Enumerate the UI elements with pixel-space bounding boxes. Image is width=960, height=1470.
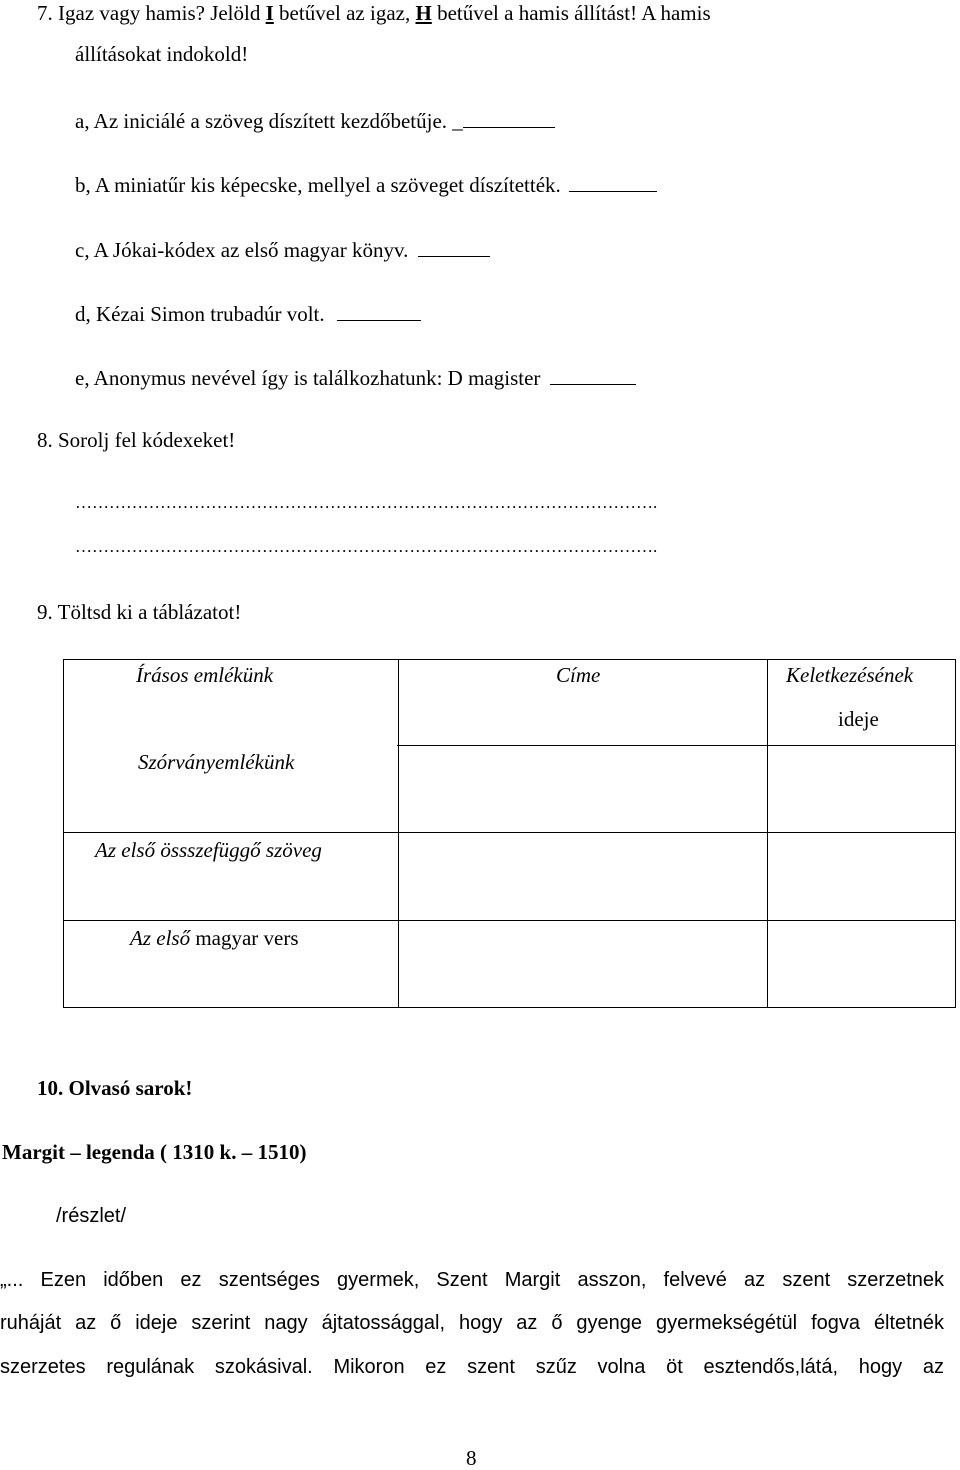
table-cell-r3c3[interactable] — [768, 921, 956, 1008]
q10-title: 10. Olvasó sarok! — [37, 1076, 193, 1100]
letter-i: I — [265, 1, 274, 25]
table-header-title: Címe — [556, 663, 601, 687]
table-header-writing: Írásos emlékünk — [136, 663, 274, 687]
table-row-label-3 — [130, 928, 299, 949]
q7-title-text-2: betűvel az igaz, — [273, 1, 416, 25]
table-header-date-line2: ideje — [838, 707, 879, 731]
reading-line-1: „... Ezen időben ez szentséges gyermek, Szent Margit asszon, felvevé az szent szerzetnek — [0, 1269, 944, 1291]
q7-item-d — [75, 302, 421, 325]
reading-line-3: szerzetes regulának szokásival. Mikoron ez szent szűz volna öt esztendős,látá, hogy az — [0, 1356, 944, 1378]
table-cell-r2c2[interactable] — [399, 833, 768, 921]
q7-title-line2: állításokat indokold! — [75, 42, 249, 66]
q7-item-a-text: a, Az iniciálé a szöveg díszített kezdőbetűje. _ — [75, 109, 463, 133]
table-cell-r2c3[interactable] — [768, 833, 956, 921]
q7-item-b — [75, 173, 657, 196]
q7-item-e-text: e, Anonymus nevével így is találkozhatunk: D magister — [75, 366, 541, 390]
table-row-label-1: Szórványemlékünk — [138, 750, 295, 774]
q9-title: 9. Töltsd ki a táblázatot! — [37, 600, 242, 624]
fill-in-table — [63, 659, 956, 1008]
q7-item-b-text: b, A miniatűr kis képecske, mellyel a szöveget díszítették. — [75, 173, 561, 197]
q8-dots-line-1[interactable]: …………………………………………………………………………………………. — [75, 493, 658, 512]
page-number: 8 — [466, 1446, 477, 1470]
q7-title — [37, 3, 711, 24]
answer-blank-b[interactable] — [569, 173, 657, 192]
q7-item-a — [75, 109, 555, 132]
q8-dots-line-2[interactable]: …………………………………………………………………………………………. — [75, 537, 658, 556]
q7-item-c-text: c, A Jókai-kódex az első magyar könyv. — [75, 238, 409, 262]
table-row-label-2: Az első össszefüggő szöveg — [95, 838, 322, 862]
answer-blank-e[interactable] — [550, 366, 636, 385]
letter-h: H — [415, 1, 432, 25]
q7-title-text-1: 7. Igaz vagy hamis? Jelöld — [37, 1, 266, 25]
table-cell-r3c2[interactable] — [399, 921, 768, 1008]
q10-subtitle: Margit – legenda ( 1310 k. – 1510) — [2, 1140, 307, 1164]
table-cell-r1c2[interactable] — [399, 746, 768, 833]
answer-blank-a[interactable] — [463, 109, 555, 128]
reading-line-2: ruháját az ő ideje szerint nagy ájtatossággal, hogy az ő gyenge gyermekségétül fogva éltetnék — [0, 1312, 944, 1334]
q7-item-e — [75, 366, 636, 389]
q10-note: /részlet/ — [56, 1205, 127, 1227]
q7-item-d-text: d, Kézai Simon trubadúr volt. — [75, 302, 325, 326]
merge-mask — [64, 744, 397, 747]
table-cell-r1c3[interactable] — [768, 746, 956, 833]
q8-title: 8. Sorolj fel kódexeket! — [37, 428, 236, 452]
q7-title-text-3: betűvel a hamis állítást! A hamis — [431, 1, 711, 25]
table-row-label-3-italic: Az első — [130, 926, 191, 950]
table-row-label-3-plain: magyar vers — [190, 926, 299, 950]
answer-blank-c[interactable] — [418, 238, 490, 257]
answer-blank-d[interactable] — [337, 302, 421, 321]
q7-item-c — [75, 238, 490, 261]
table-header-date-line1: Keletkezésének — [786, 663, 914, 687]
